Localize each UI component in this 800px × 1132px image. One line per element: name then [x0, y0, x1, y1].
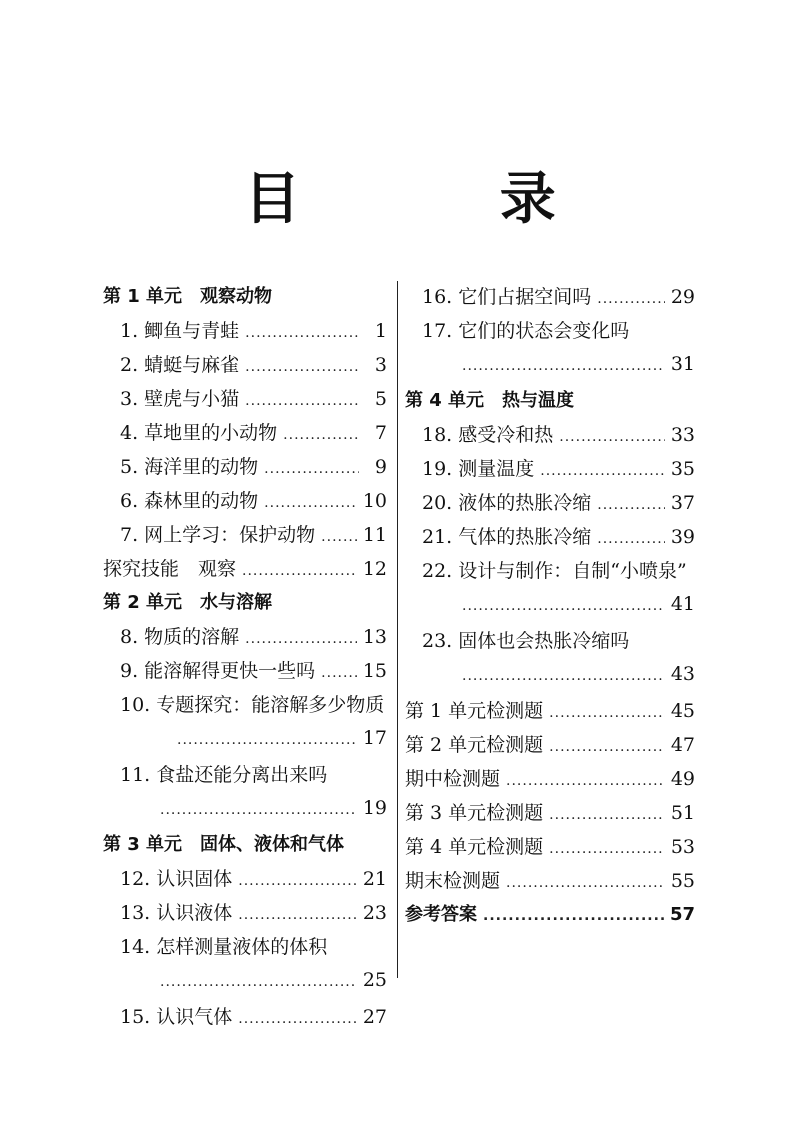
toc-entry[interactable] [405, 796, 695, 830]
toc-entry[interactable] [405, 280, 695, 314]
toc-entry-label: 12. 认识固体 [120, 868, 233, 890]
unit-heading [103, 828, 387, 862]
toc-entry-title-line[interactable] [405, 314, 695, 347]
unit-heading [405, 384, 695, 418]
toc-entry[interactable] [103, 620, 387, 654]
toc-entry[interactable] [405, 452, 695, 486]
toc-entry-page: 51 [670, 802, 695, 824]
toc-entry[interactable] [103, 450, 387, 484]
toc-entry[interactable] [103, 1000, 387, 1034]
toc-entry-label: 16. 它们占据空间吗 [422, 286, 592, 308]
dot-leader [321, 656, 357, 690]
toc-entry-page: 3 [374, 354, 387, 376]
toc-entry-page-line[interactable] [405, 347, 695, 384]
toc-entry-page: 27 [362, 1006, 387, 1028]
unit-heading-label: 第 3 单元 固体、液体和气体 [103, 834, 345, 855]
toc-entry[interactable] [405, 520, 695, 554]
toc-entry-label: 14. 怎样测量液体的体积 [120, 936, 328, 958]
toc-entry-label: 4. 草地里的小动物 [120, 422, 278, 444]
toc-entry-label: 探究技能 观察 [103, 558, 237, 580]
toc-entry-page-line[interactable] [103, 963, 387, 1000]
dot-leader [245, 316, 359, 350]
dot-leader [462, 349, 665, 383]
toc-entry-page-line[interactable] [405, 587, 695, 624]
dot-leader [597, 522, 665, 556]
toc-entry-page: 7 [374, 422, 387, 444]
toc-entry-label: 23. 固体也会热胀冷缩吗 [422, 630, 630, 652]
unit-heading [103, 280, 387, 314]
toc-entry-label: 22. 设计与制作：自制“小喷泉” [422, 560, 687, 582]
column-divider [397, 281, 398, 978]
toc-entry-page: 5 [374, 388, 387, 410]
toc-left-column [103, 280, 387, 1034]
toc-entry-label: 第 1 单元检测题 [405, 700, 544, 722]
dot-leader [549, 696, 665, 730]
toc-entry-page: 43 [670, 663, 695, 685]
toc-entry-label: 第 3 单元检测题 [405, 802, 544, 824]
toc-entry[interactable] [103, 348, 387, 382]
toc-entry[interactable] [103, 518, 387, 552]
toc-entry[interactable] [405, 864, 695, 898]
toc-entry-label: 2. 蜻蜓与麻雀 [120, 354, 240, 376]
dot-leader [462, 659, 665, 693]
toc-entry-page-line[interactable] [405, 657, 695, 694]
toc-entry-label: 10. 专题探究：能溶解多少物质 [120, 694, 385, 716]
toc-entry-page: 33 [670, 424, 695, 446]
dot-leader [283, 418, 359, 452]
dot-leader [540, 454, 665, 488]
toc-entry-label: 7. 网上学习：保护动物 [120, 524, 316, 546]
toc-entry[interactable] [405, 694, 695, 728]
toc-entry-page: 21 [362, 868, 387, 890]
toc-entry-page: 12 [362, 558, 387, 580]
toc-entry-page-line[interactable] [103, 791, 387, 828]
toc-entry-page: 17 [362, 727, 387, 749]
toc-entry[interactable] [103, 862, 387, 896]
unit-heading-label: 第 2 单元 水与溶解 [103, 592, 273, 613]
toc-entry-label: 3. 壁虎与小猫 [120, 388, 240, 410]
toc-entry[interactable] [405, 486, 695, 520]
toc-entry-page: 25 [362, 969, 387, 991]
dot-leader [238, 1002, 357, 1036]
toc-entry[interactable] [405, 898, 695, 932]
toc-entry-label: 20. 液体的热胀冷缩 [422, 492, 592, 514]
toc-entry-label: 17. 它们的状态会变化吗 [422, 320, 630, 342]
toc-entry[interactable] [103, 896, 387, 930]
dot-leader [321, 520, 357, 554]
dot-leader [549, 798, 665, 832]
toc-entry-label: 15. 认识气体 [120, 1006, 233, 1028]
unit-heading-label: 第 1 单元 观察动物 [103, 286, 273, 307]
toc-entry-page: 45 [670, 700, 695, 722]
dot-leader [597, 282, 665, 316]
toc-entry-title-line[interactable] [405, 624, 695, 657]
dot-leader [549, 832, 665, 866]
dot-leader [238, 898, 357, 932]
toc-entry-page: 47 [670, 734, 695, 756]
dot-leader [238, 864, 357, 898]
dot-leader [264, 486, 357, 520]
dot-leader [506, 866, 665, 900]
toc-entry-page: 15 [362, 660, 387, 682]
dot-leader [245, 622, 357, 656]
toc-entry-page: 39 [670, 526, 695, 548]
dot-leader [160, 723, 357, 757]
toc-entry-label: 21. 气体的热胀冷缩 [422, 526, 592, 548]
toc-entry[interactable] [103, 654, 387, 688]
toc-entry[interactable] [103, 416, 387, 450]
toc-entry-label: 期中检测题 [405, 768, 501, 790]
dot-leader [242, 554, 357, 588]
toc-entry-page: 49 [670, 768, 695, 790]
toc-entry-label: 19. 测量温度 [422, 458, 535, 480]
toc-entry[interactable] [103, 552, 387, 586]
dot-leader [264, 452, 359, 486]
dot-leader [160, 793, 357, 827]
toc-entry[interactable] [103, 484, 387, 518]
toc-entry-page: 23 [362, 902, 387, 924]
toc-entry[interactable] [103, 382, 387, 416]
toc-entry-page: 57 [669, 904, 695, 925]
toc-entry-title-line[interactable] [103, 758, 387, 791]
toc-entry-label: 第 4 单元检测题 [405, 836, 544, 858]
dot-leader [597, 488, 665, 522]
toc-entry-page: 9 [374, 456, 387, 478]
toc-entry-label: 8. 物质的溶解 [120, 626, 240, 648]
toc-entry-title-line[interactable] [103, 930, 387, 963]
unit-heading-label: 第 4 单元 热与温度 [405, 390, 575, 411]
toc-entry-title-line[interactable] [405, 554, 695, 587]
toc-entry[interactable] [405, 728, 695, 762]
toc-entry-page: 35 [670, 458, 695, 480]
toc-entry-page: 29 [670, 286, 695, 308]
toc-entry-label: 13. 认识液体 [120, 902, 233, 924]
toc-entry-label: 第 2 单元检测题 [405, 734, 544, 756]
dot-leader [160, 965, 357, 999]
toc-entry-label: 期末检测题 [405, 870, 501, 892]
toc-entry-title-line[interactable] [103, 688, 387, 721]
toc-entry-page: 37 [670, 492, 695, 514]
toc-entry-label: 9. 能溶解得更快一些吗 [120, 660, 316, 682]
toc-entry-label: 5. 海洋里的动物 [120, 456, 259, 478]
toc-entry-label: 参考答案 [405, 904, 477, 925]
toc-entry[interactable] [405, 762, 695, 796]
toc-right-column [405, 280, 695, 932]
dot-leader [506, 764, 665, 798]
toc-entry-label: 11. 食盐还能分离出来吗 [120, 764, 328, 786]
toc-entry-page: 11 [362, 524, 387, 546]
toc-entry-page: 53 [670, 836, 695, 858]
dot-leader [559, 420, 665, 454]
unit-heading [103, 586, 387, 620]
toc-entry-label: 6. 森林里的动物 [120, 490, 259, 512]
dot-leader [245, 384, 359, 418]
dot-leader [549, 730, 665, 764]
toc-entry-page-line[interactable] [103, 721, 387, 758]
toc-entry-page: 31 [670, 353, 695, 375]
toc-entry-page: 55 [670, 870, 695, 892]
toc-entry-label: 18. 感受冷和热 [422, 424, 554, 446]
toc-entry[interactable] [103, 314, 387, 348]
toc-entry-page: 1 [374, 320, 387, 342]
dot-leader [483, 899, 664, 933]
toc-entry-page: 19 [362, 797, 387, 819]
toc-entry-page: 10 [362, 490, 387, 512]
dot-leader [462, 589, 665, 623]
toc-entry[interactable] [405, 830, 695, 864]
toc-entry-label: 1. 鲫鱼与青蛙 [120, 320, 240, 342]
toc-entry-page: 13 [362, 626, 387, 648]
page-title: 目 录 [244, 167, 646, 232]
dot-leader [245, 350, 359, 384]
toc-entry[interactable] [405, 418, 695, 452]
toc-entry-page: 41 [670, 593, 695, 615]
